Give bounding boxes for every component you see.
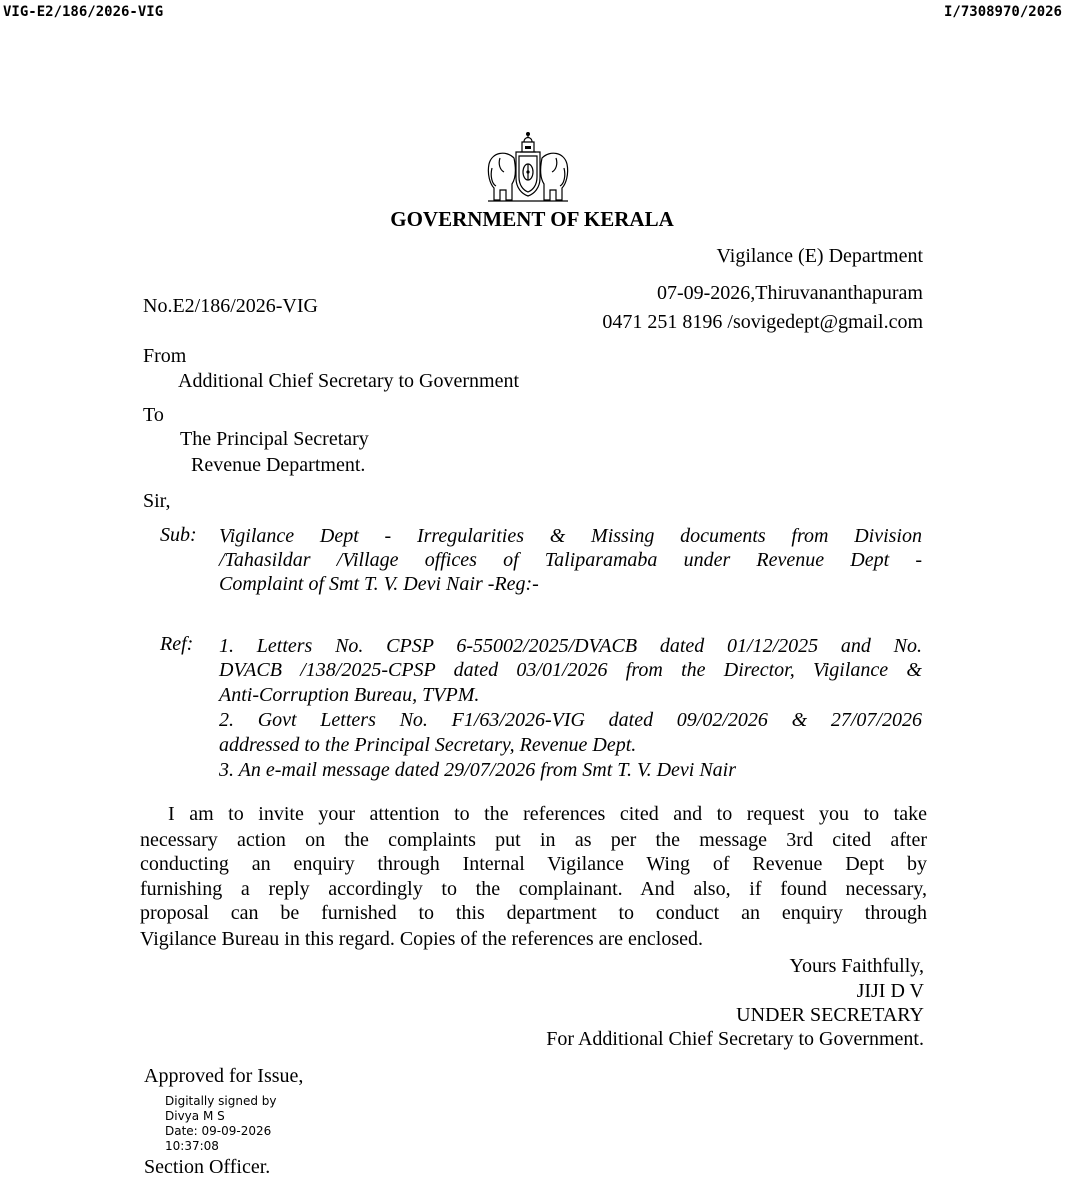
kerala-state-emblem-icon [484, 128, 572, 206]
digital-signature-line: Digitally signed by [165, 1094, 277, 1108]
signatory-name: JIJI D V [856, 980, 924, 1002]
section-officer: Section Officer. [144, 1156, 271, 1178]
reference-line: 3. An e-mail message dated 29/07/2026 from Smt T. V. Devi Nair [219, 759, 737, 781]
subject-line: Complaint of Smt T. V. Devi Nair -Reg:- [219, 573, 539, 595]
subject-label: Sub: [160, 524, 197, 546]
body-line: I am to invite your attention to the references cited and to request you to take [168, 803, 927, 825]
reference-label: Ref: [160, 633, 194, 655]
receipt-number: I/7308970/2026 [943, 4, 1062, 20]
letter-number: No.E2/186/2026-VIG [143, 295, 318, 317]
body-line: conducting an enquiry through Internal Vigilance Wing of Revenue Dept by [140, 853, 927, 875]
file-number: VIG-E2/186/2026-VIG [3, 4, 164, 20]
reference-line: DVACB /138/2025-CPSP dated 03/01/2026 from the Director, Vigilance & [219, 659, 922, 681]
government-title: GOVERNMENT OF KERALA [390, 207, 674, 231]
salutation: Sir, [143, 490, 171, 512]
from-label: From [143, 345, 187, 367]
to-label: To [143, 404, 164, 426]
department-name: Vigilance (E) Department [716, 245, 923, 267]
digital-signature-line: 10:37:08 [165, 1139, 219, 1153]
body-line: Vigilance Bureau in this regard. Copies of the references are enclosed. [140, 928, 704, 950]
reference-line: 1. Letters No. CPSP 6-55002/2025/DVACB dated 01/12/2025 and No. [219, 635, 922, 657]
signatory-designation: UNDER SECRETARY [736, 1004, 924, 1026]
reference-line: addressed to the Principal Secretary, Revenue Dept. [219, 734, 637, 756]
signatory-capacity: For Additional Chief Secretary to Government. [546, 1028, 924, 1050]
digital-signature [165, 1094, 277, 1154]
closing: Yours Faithfully, [789, 955, 924, 977]
body-line: proposal can be furnished to this department to conduct an enquiry through [140, 902, 927, 924]
digital-signature-line: Divya M S [165, 1109, 225, 1123]
reference-line: Anti-Corruption Bureau, TVPM. [219, 684, 480, 706]
body-line: furnishing a reply accordingly to the complainant. And also, if found necessary, [140, 878, 927, 900]
recipient-line-2: Revenue Department. [191, 454, 366, 476]
sender-name: Additional Chief Secretary to Government [178, 370, 520, 392]
digital-signature-line: Date: 09-09-2026 [165, 1124, 272, 1138]
subject-line: /Tahasildar /Village offices of Taliparamaba under Revenue Dept - [219, 549, 922, 571]
recipient-line-1: The Principal Secretary [180, 428, 369, 450]
date-place: 07-09-2026,Thiruvananthapuram [656, 282, 923, 304]
subject-line: Vigilance Dept - Irregularities & Missing documents from Division [219, 525, 922, 547]
contact-info: 0471 251 8196 /sovigedept@gmail.com [602, 311, 923, 333]
reference-line: 2. Govt Letters No. F1/63/2026-VIG dated 09/02/2026 & 27/07/2026 [219, 709, 922, 731]
approval-label: Approved for Issue, [144, 1065, 304, 1087]
body-line: necessary action on the complaints put in as per the message 3rd cited after [140, 829, 927, 851]
